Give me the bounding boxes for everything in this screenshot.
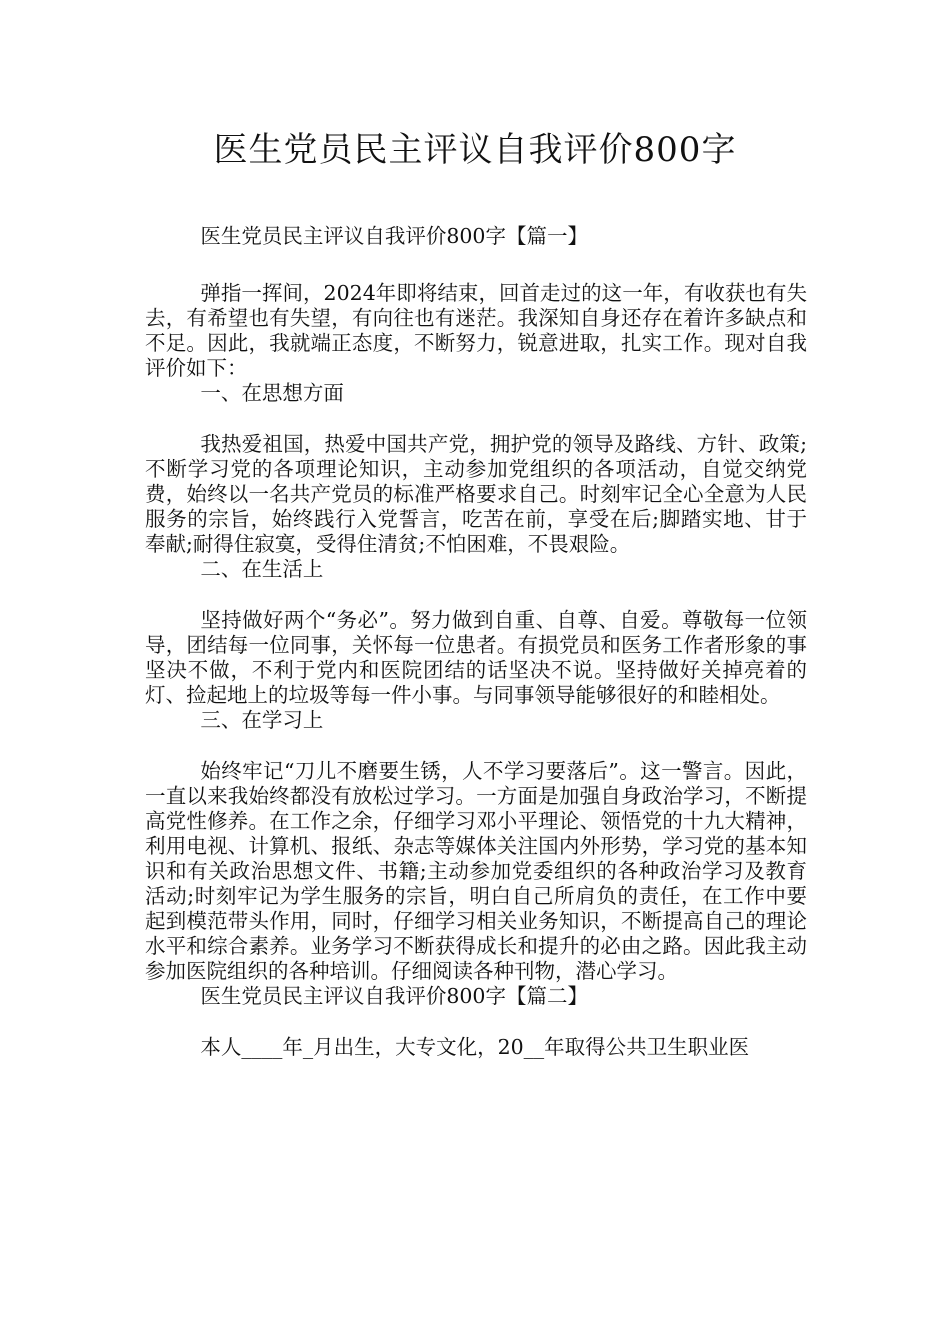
paragraph: 始终牢记“刀儿不磨要生锈，人不学习要落后”。这一警言。因此，一直以来我始终都没有放松过学习。一方面是加强自身政治学习，不断提高党性修养。在工作之余，仔细学习邓小平理论、领悟党的十九大精神，利用电视、计算机、报纸、杂志等媒体关注国内外形势，学习党的基本知识和有关政治思想文件、书籍;主动参加党委组织的各种政治学习及教育活动;时刻牢记为学生服务的宗旨，明白自己所肩负的责任，在工作中要起到模范带头作用，同时，仔细学习相关业务知识，不断提高自己的理论水平和综合素养。业务学习不断获得成长和提升的必由之路。因此我主动参加医院组织的各种培训。仔细阅读各种刊物，潜心学习。 bbox=[145, 759, 807, 983]
section-heading: 一、在思想方面 bbox=[200, 381, 344, 405]
paragraph: 本人____年_月出生，大专文化，20__年取得公共卫生职业医 bbox=[200, 1035, 750, 1059]
document-title: 医生党员民主评议自我评价800字 bbox=[213, 130, 737, 170]
paragraph: 弹指一挥间，2024年即将结束，回首走过的这一年，有收获也有失去，有希望也有失望，有向往也有迷茫。我深知自身还存在着许多缺点和不足。因此，我就端正态度，不断努力，锐意进取，扎实工作。现对自我评价如下： bbox=[145, 281, 807, 380]
paragraph: 我热爱祖国，热爱中国共产党，拥护党的领导及路线、方针、政策;不断学习党的各项理论知识，主动参加党组织的各项活动，自觉交纳党费，始终以一名共产党员的标准严格要求自己。时刻牢记全心全意为人民服务的宗旨，始终践行入党誓言，吃苦在前，享受在后;脚踏实地、甘于奉献;耐得住寂寞，受得住清贫;不怕困难，不畏艰险。 bbox=[145, 432, 807, 556]
section-heading: 医生党员民主评议自我评价800字【篇一】 bbox=[200, 224, 588, 248]
section-heading: 二、在生活上 bbox=[200, 557, 324, 581]
paragraph: 坚持做好两个“务必”。努力做到自重、自尊、自爱。尊敬每一位领导，团结每一位同事，关怀每一位患者。有损党员和医务工作者形象的事坚决不做，不利于党内和医院团结的话坚决不说。坚持做好关掉亮着的灯、捡起地上的垃圾等每一件小事。与同事领导能够很好的和睦相处。 bbox=[145, 608, 807, 707]
document-body bbox=[145, 224, 807, 1060]
section-heading: 医生党员民主评议自我评价800字【篇二】 bbox=[200, 984, 588, 1008]
section-heading: 三、在学习上 bbox=[200, 708, 324, 732]
